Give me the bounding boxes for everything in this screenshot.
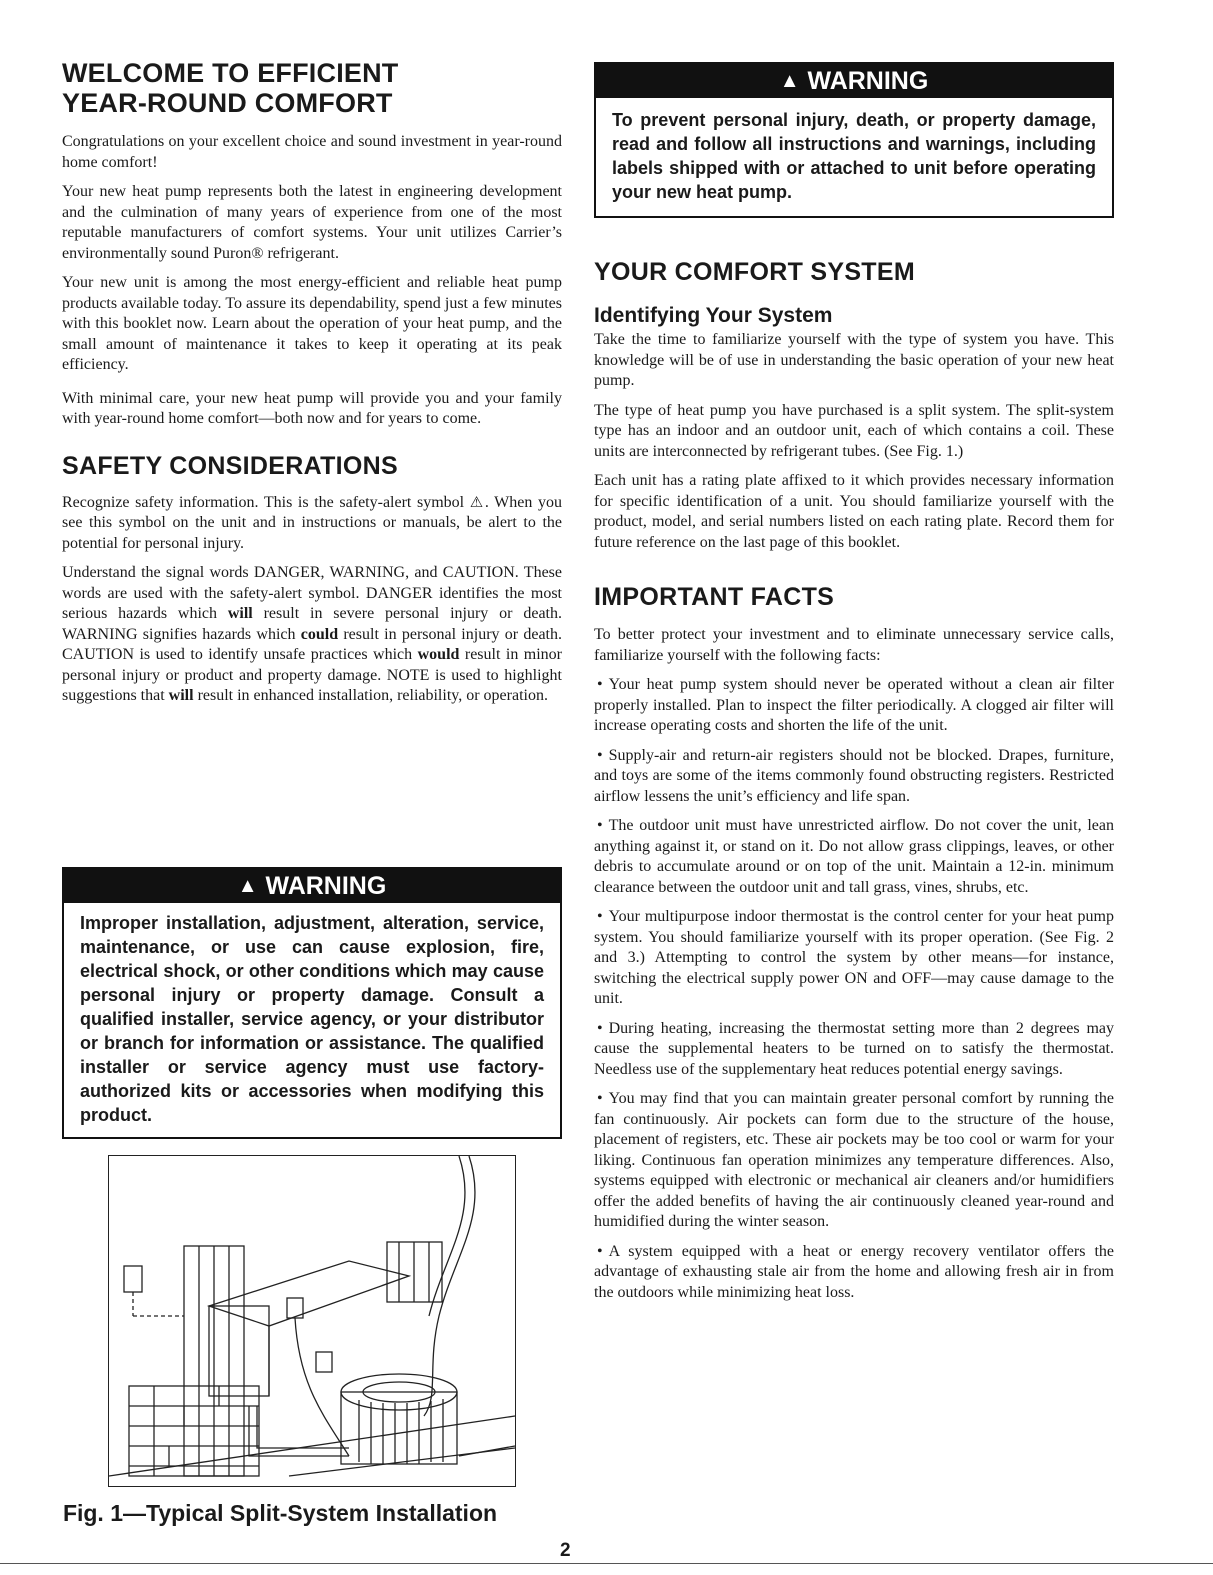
welcome-paragraph-2: Your new heat pump represents both the latest in engineering development and the culmination of many years of experience from one of the most reputable manufacturers of comfort systems. Your unit utilizes Carrier’s environmentally sound Puron® refrigerant. bbox=[62, 183, 562, 262]
facts-list bbox=[594, 675, 1114, 1303]
warning-header bbox=[64, 869, 560, 903]
warning-title: WARNING bbox=[265, 872, 387, 900]
indoor-unit bbox=[209, 1306, 269, 1396]
duct-plenum bbox=[209, 1261, 409, 1326]
safety-paragraph-2: Understand the signal words DANGER, WARNING, and CAUTION. These words are used with the safety-alert symbol. DANGER identifies the most serious hazards which will result in severe personal injury or death. WARNING signifies hazards which could result in personal injury or death. CAUTION is used to identify unsafe practices which would result in minor personal injury or product and property damage. NOTE is used to highlight suggestions that will result in enhanced installation, reliability, or operation. bbox=[62, 564, 563, 704]
list-item: • Supply-air and return-air registers should not be blocked. Drapes, furniture, and toys are some of the items commonly found obstructing registers. Restricted airflow lessens the unit’s efficiency and life span. bbox=[594, 746, 1114, 805]
bottom-rule bbox=[0, 1563, 1213, 1564]
identify-paragraph-2: The type of heat pump you have purchased is a split system. The split-system type has an indoor and an outdoor unit, each of which contains a coil. These units are interconnected by refrigerant tubes. (See Fig. 1.) bbox=[594, 401, 1114, 460]
warning-triangle-icon: ▲ bbox=[237, 875, 258, 897]
warning-title: WARNING bbox=[807, 67, 929, 95]
warning-box-instructions bbox=[594, 62, 1114, 218]
list-item: • The outdoor unit must have unrestricted airflow. Do not cover the unit, lean anything against it, or stand on it. Do not allow grass clippings, leaves, or other debris to accumulate around or on top of the unit. Maintain a 12-in. minimum clearance between the outdoor unit and tall grass, vines, shrubs, etc. bbox=[594, 817, 1114, 896]
welcome-paragraph-1: Congratulations on your excellent choice and sound investment in year-round home comfort! bbox=[62, 133, 562, 171]
list-item: • Your heat pump system should never be operated without a clean air filter properly installed. Plan to inspect the filter periodically. A clogged air filter will increase operating costs and shorten the life of the unit. bbox=[594, 676, 1114, 734]
list-item: • During heating, increasing the thermostat setting more than 2 degrees may cause the supplemental heaters to be turned on to satisfy the thermostat. Needless use of the supplementary heat reduces potential energy savings. bbox=[594, 1019, 1114, 1078]
warning-text: Improper installation, adjustment, alteration, service, maintenance, or use can cause explosion, fire, electrical shock, or other conditions which may cause personal injury or property damage. Consult a qualified installer, service agency, or your distributor or branch for information or assistance. The qualified installer or service agency must use factory-authorized kits or accessories when modifying this product. bbox=[80, 913, 544, 1125]
list-item: • A system equipped with a heat or energy recovery ventilator offers the advantage of exhausting stale air from the home and allowing fresh air in from the outdoors while minimizing heat loss. bbox=[594, 1242, 1114, 1301]
comfort-system-heading: YOUR COMFORT SYSTEM bbox=[594, 258, 915, 286]
safety-paragraph-1: Recognize safety information. This is the safety-alert symbol ⚠. When you see this symbol on the unit and in instructions or manuals, be alert to the potential for personal injury. bbox=[62, 492, 562, 552]
warning-header bbox=[596, 64, 1112, 98]
identify-paragraph-3: Each unit has a rating plate affixed to it which provides necessary information for specific identification of a unit. You should familiarize yourself with the product, model, and serial numbers listed on each rating plate. Record them for future reference on the last page of this booklet. bbox=[594, 472, 1114, 551]
warning-text: To prevent personal injury, death, or property damage, read and follow all instructions and warnings, including labels shipped with or attached to unit before operating your new heat pump. bbox=[612, 110, 1096, 202]
safety-alert-icon: ⚠ bbox=[469, 492, 485, 511]
thermostat bbox=[124, 1266, 142, 1292]
page-number: 2 bbox=[560, 1540, 571, 1561]
welcome-paragraph-3: Your new unit is among the most energy-efficient and reliable heat pump products available today. To assure its dependability, spend just a few minutes with this booklet now. Learn about the operation of your heat pump, and the small amount of maintenance it takes to keep it operating at its peak efficiency. bbox=[62, 274, 562, 373]
figure-split-system bbox=[108, 1155, 516, 1487]
figure-caption: Fig. 1—Typical Split-System Installation bbox=[62, 1500, 498, 1526]
facts-intro: To better protect your investment and to eliminate unnecessary service calls, familiarize yourself with the following facts: bbox=[594, 626, 1114, 664]
safety-heading: SAFETY CONSIDERATIONS bbox=[62, 451, 398, 480]
left-column bbox=[62, 58, 562, 716]
identifying-system-heading: Identifying Your System bbox=[594, 304, 833, 327]
welcome-heading bbox=[62, 58, 562, 118]
warning-box-installation bbox=[62, 867, 562, 1139]
welcome-heading-line1: WELCOME TO EFFICIENT bbox=[62, 58, 399, 88]
list-item: • You may find that you can maintain greater personal comfort by running the fan continuously. Air pockets can form due to the structure of the house, placement of registers, etc. These air pockets may be too cool or warm for your liking. Continuous fan operation minimizes any temperature differences. Also, systems equipped with electronic or mechanical air cleaners and/or humidifiers offer the added benefits of having the air continuously cleaned year-round and humidified during the winter season. bbox=[594, 1090, 1114, 1230]
welcome-heading-line2: YEAR-ROUND COMFORT bbox=[62, 88, 393, 118]
warning-triangle-icon: ▲ bbox=[779, 70, 800, 92]
list-item: • Your multipurpose indoor thermostat is the control center for your heat pump system. You should familiarize yourself with its proper operation. (See Fig. 2 and 3.) Attempting to control the system by other means—for instance, switching the electrical supply power ON and OFF—may cause damage to the unit. bbox=[594, 908, 1114, 1007]
identify-paragraph-1: Take the time to familiarize yourself with the type of system you have. This knowledge will be of use in understanding the basic operation of your new heat pump. bbox=[594, 331, 1114, 389]
right-column bbox=[594, 62, 1114, 1312]
split-system-illustration bbox=[109, 1156, 515, 1486]
important-facts-heading: IMPORTANT FACTS bbox=[594, 583, 835, 611]
welcome-paragraph-4: With minimal care, your new heat pump will provide you and your family with year-round home comfort—both now and for years to come. bbox=[62, 389, 562, 427]
